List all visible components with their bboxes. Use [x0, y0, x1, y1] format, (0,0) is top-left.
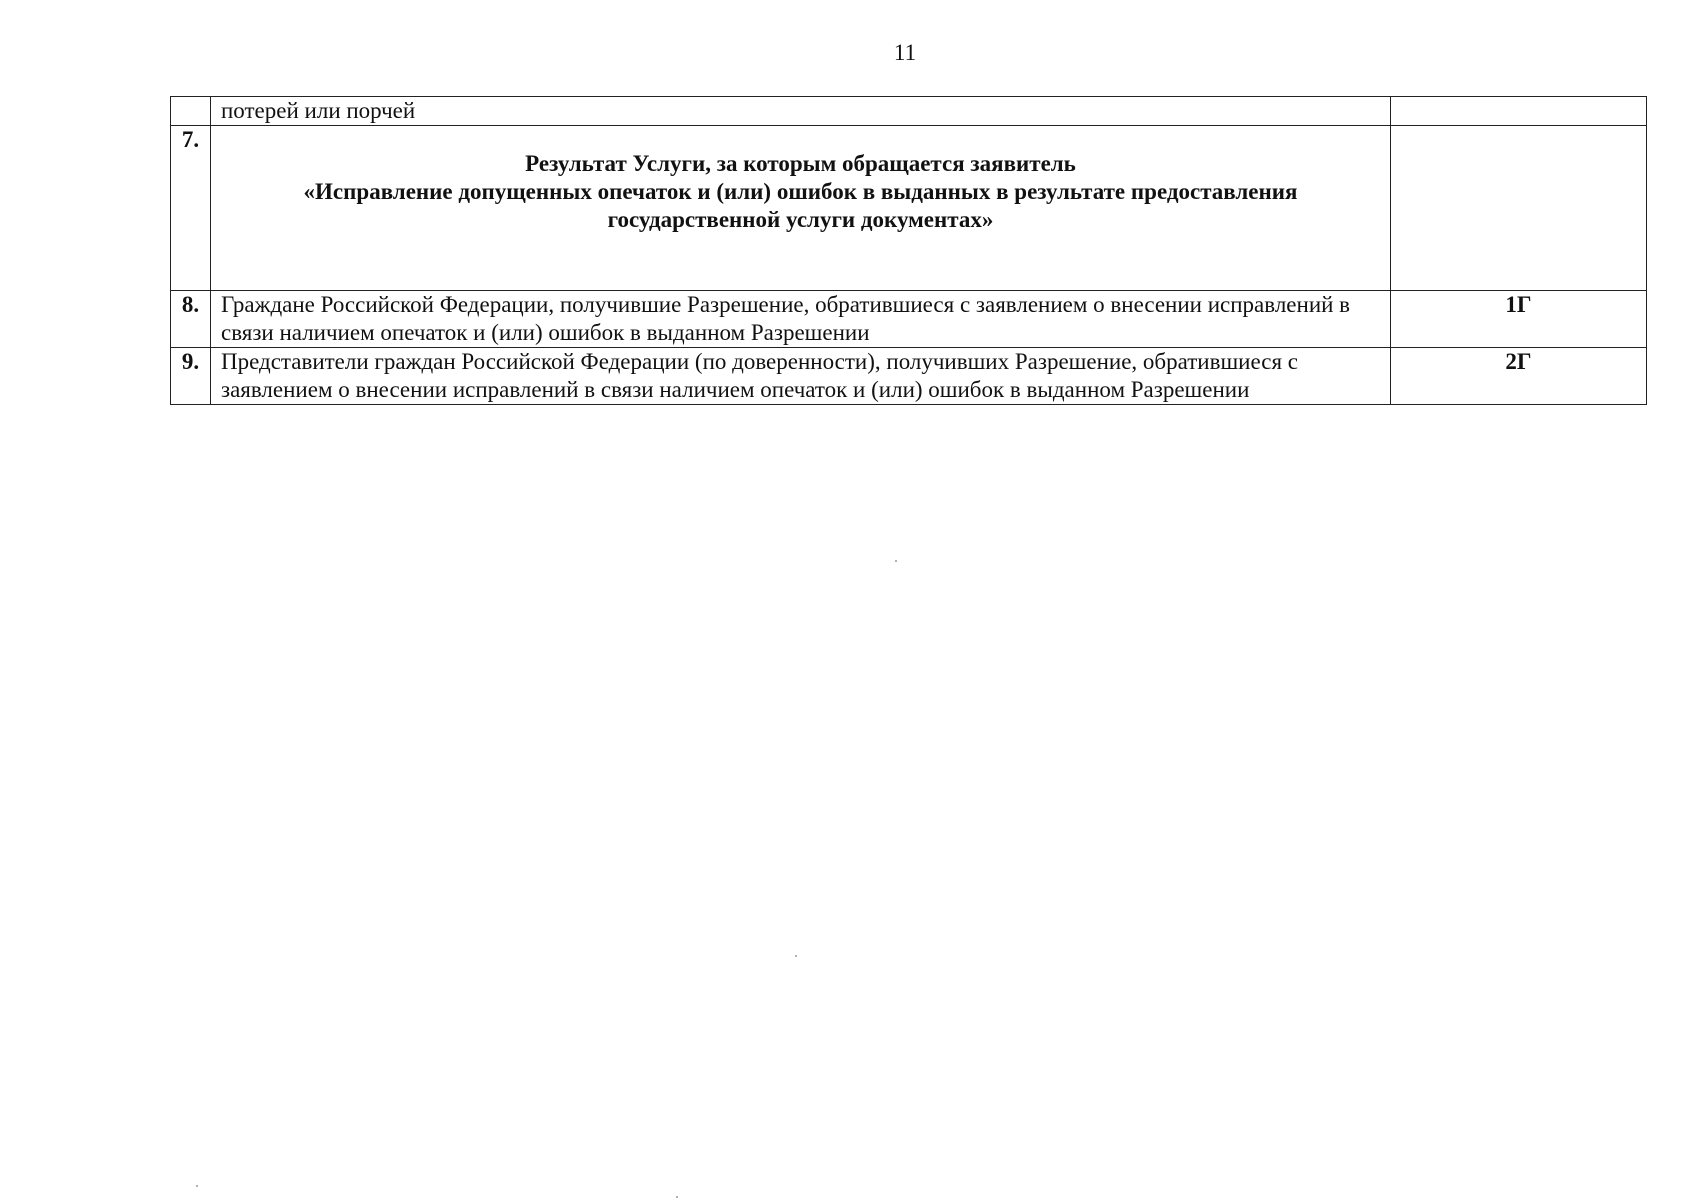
row-number [171, 97, 211, 126]
scan-speck [196, 1185, 198, 1187]
row-text: Представители граждан Российской Федерации (по доверенности), получивших Разрешение, обратившиеся с заявлением о внесении исправлений в связи наличием опечаток и (или) ошибок в выданном Разрешении [211, 348, 1391, 405]
section-title-line: «Исправление допущенных опечаток и (или) ошибок в выданных в результате предоставления [303, 179, 1298, 204]
row-code [1391, 126, 1647, 291]
section-title-line: Результат Услуги, за которым обращается заявитель [525, 151, 1076, 176]
row-code: 2Г [1391, 348, 1647, 405]
scan-speck [795, 955, 797, 957]
row-text: Граждане Российской Федерации, получившие Разрешение, обратившиеся с заявлением о внесении исправлений в связи наличием опечаток и (или) ошибок в выданном Разрешении [211, 291, 1391, 348]
section-title [211, 126, 1391, 291]
page-number: 11 [893, 40, 917, 65]
table-row [171, 348, 1647, 405]
table-row [171, 291, 1647, 348]
row-number: 8. [171, 291, 211, 348]
table-row [171, 97, 1647, 126]
row-text: потерей или порчей [211, 97, 1391, 126]
scan-speck [676, 1196, 678, 1198]
applicant-category-table [170, 96, 1647, 405]
row-code [1391, 97, 1647, 126]
section-header-row [171, 126, 1647, 291]
row-code: 1Г [1391, 291, 1647, 348]
scan-speck [895, 560, 897, 562]
row-number: 7. [171, 126, 211, 291]
section-title-line: государственной услуги документах» [607, 207, 994, 232]
row-number: 9. [171, 348, 211, 405]
